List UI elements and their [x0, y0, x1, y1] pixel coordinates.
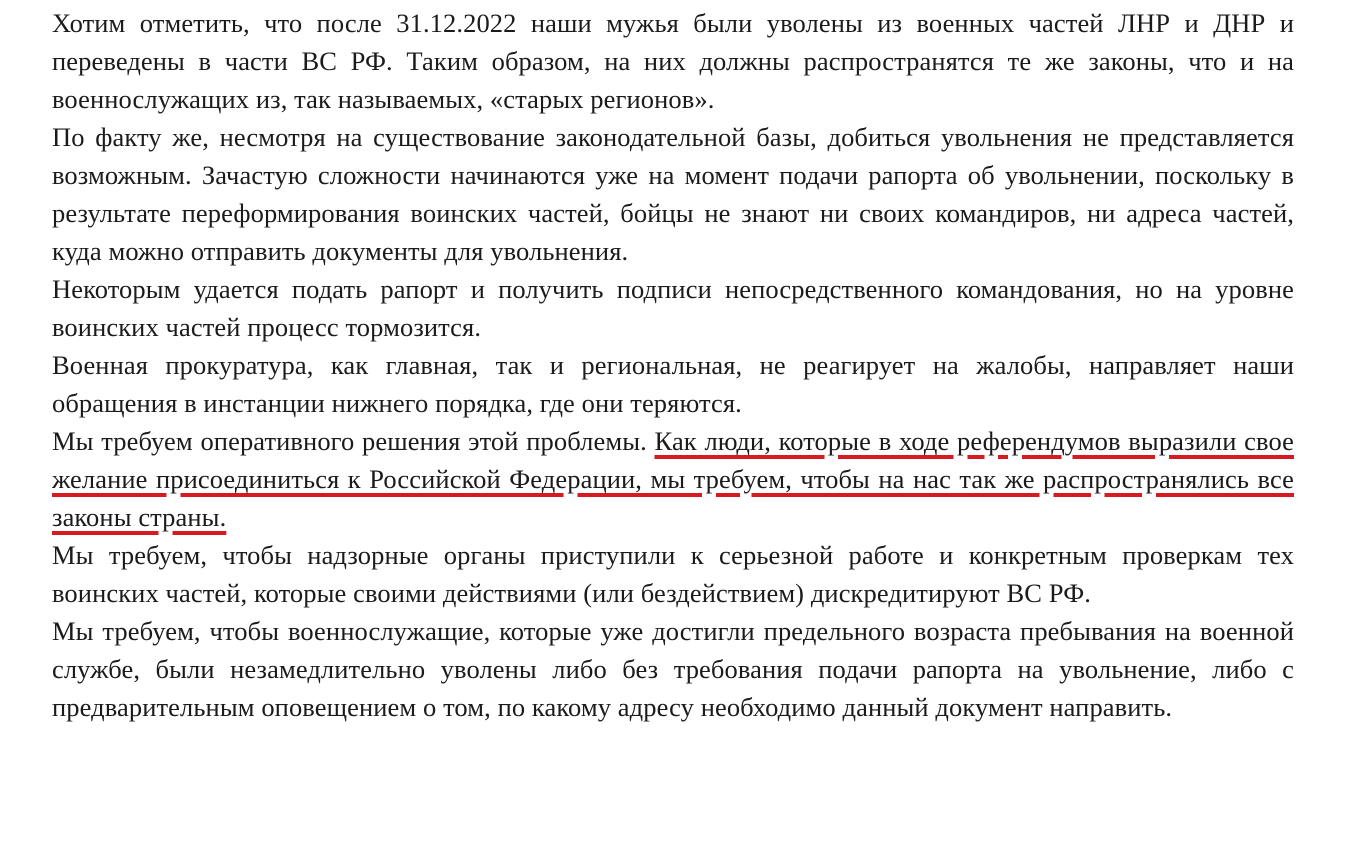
paragraph-5-lead: Мы требуем оперативного решения этой проблемы.: [52, 426, 655, 456]
paragraph-5-underlined-emphasis: Как люди, которые в ходе референдумов выразили свое желание присоединиться к Российской Федерации, мы требуем, чтобы на нас так же распространялись все законы страны.: [52, 426, 1294, 532]
document-text-body: [52, 4, 1294, 726]
paragraph-4: Военная прокуратура, как главная, так и региональная, не реагирует на жалобы, направляет наши обращения в инстанции нижнего порядка, где они теряются.: [52, 350, 1294, 418]
paragraph-3: Некоторым удается подать рапорт и получить подписи непосредственного командования, но на уровне воинских частей процесс тормозится.: [52, 274, 1294, 342]
paragraph-5-demand: [52, 422, 1294, 536]
paragraph-7: Мы требуем, чтобы военнослужащие, которые уже достигли предельного возраста пребывания на военной службе, были незамедлительно уволены либо без требования подачи рапорта на увольнение, либо с предварительным оповещением о том, по какому адресу необходимо данный документ направить.: [52, 616, 1294, 722]
paragraph-6: Мы требуем, чтобы надзорные органы приступили к серьезной работе и конкретным проверкам тех воинских частей, которые своими действиями (или бездействием) дискредитируют ВС РФ.: [52, 540, 1294, 608]
paragraph-2: По факту же, несмотря на существование законодательной базы, добиться увольнения не представляется возможным. Зачастую сложности начинаются уже на момент подачи рапорта об увольнении, поскольку в результате переформирования воинских частей, бойцы не знают ни своих командиров, ни адреса частей, куда можно отправить документы для увольнения.: [52, 122, 1294, 266]
paragraph-1: Хотим отметить, что после 31.12.2022 наши мужья были уволены из военных частей ЛНР и ДНР и переведены в части ВС РФ. Таким образом, на них должны распространятся те же законы, что и на военнослужащих из, так называемых, «старых регионов».: [52, 8, 1294, 114]
